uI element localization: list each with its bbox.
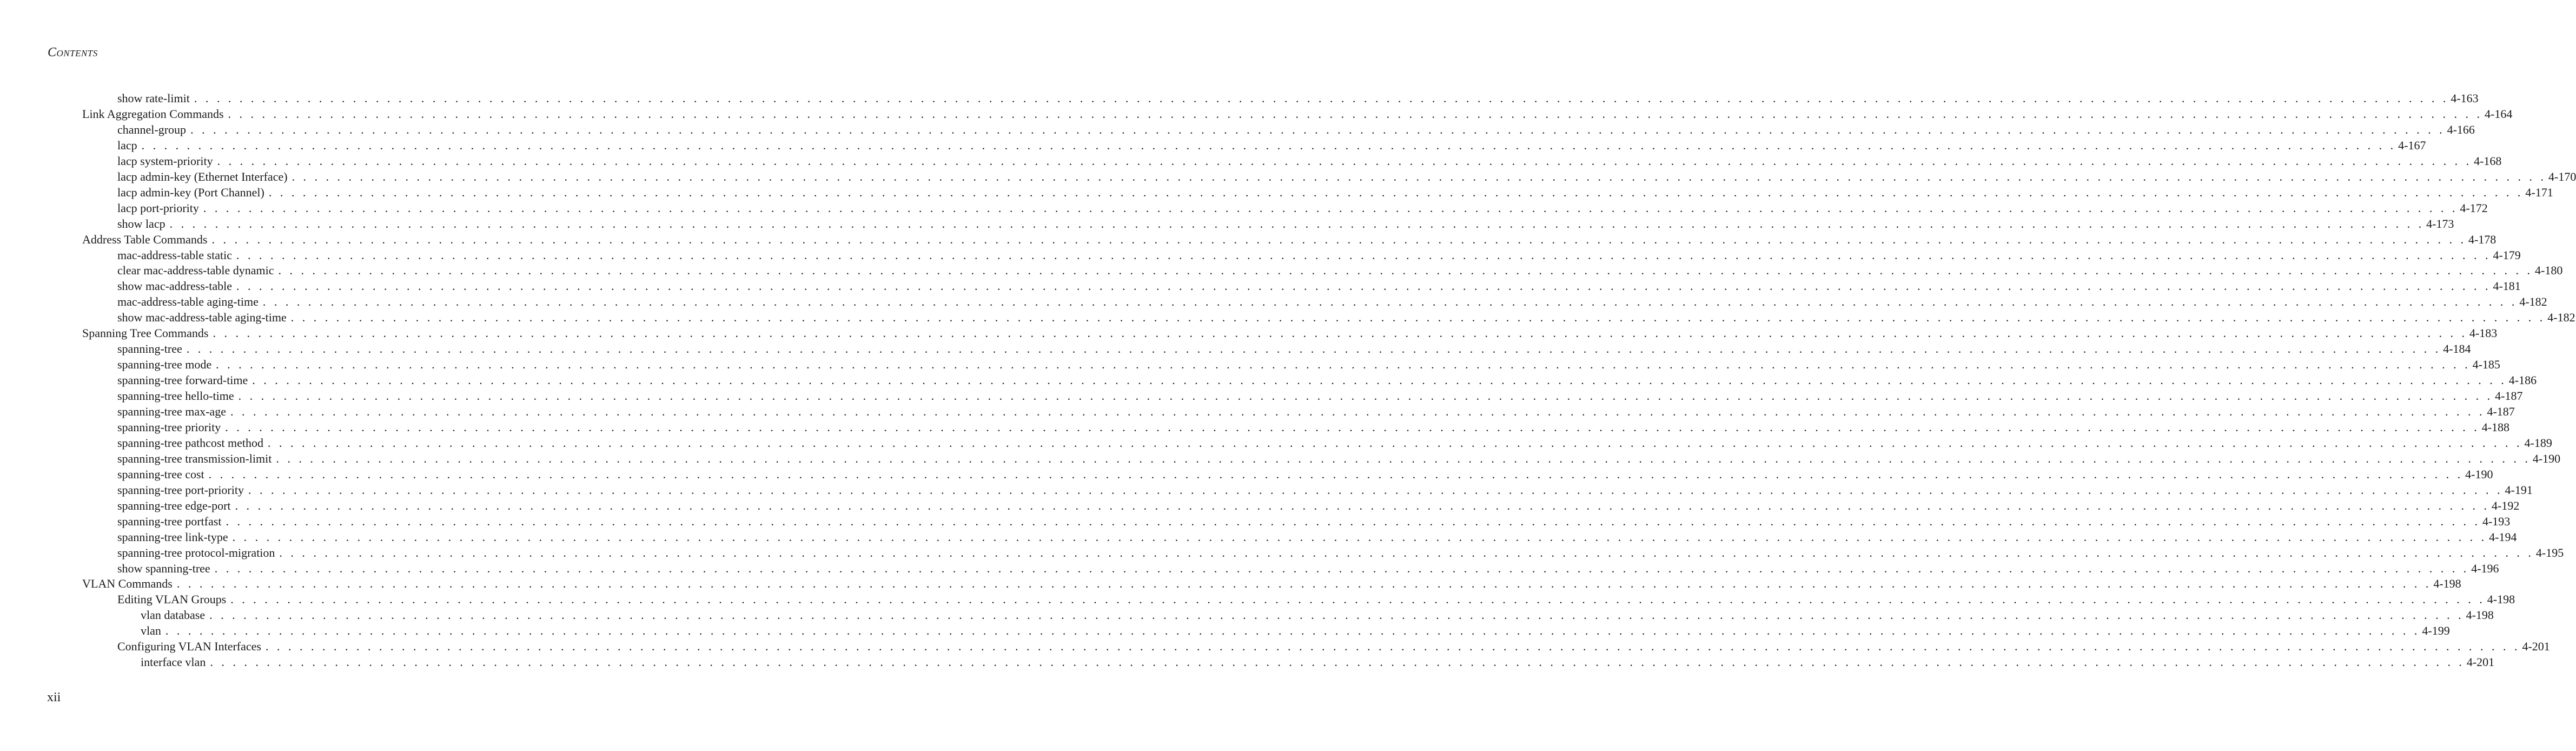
- toc-entry-label: spanning-tree portfast: [117, 514, 222, 528]
- toc-entry-page: 4-185: [2472, 358, 2500, 372]
- dot-leader: . . . . . . . . . . . . . . . . . . . . . . . . . . . . . . . . . . . . . . . . . . . . . . . . . . . . . . . . . . . . . . . . . . . . . . . . . . . . . . . . . . . . . . . . . . . . . . . . . . . . . . . . . . . . . . . . . . . . . . . . . . . . . . . . . . . . . . . . . . . . . . . . . . . . . . . . . . . . . . . . . . . . . . . . . . . . . . . . . . . . . . . . . . . . . . . . . . . . . . .: [252, 373, 2507, 387]
- dot-leader: . . . . . . . . . . . . . . . . . . . . . . . . . . . . . . . . . . . . . . . . . . . . . . . . . . . . . . . . . . . . . . . . . . . . . . . . . . . . . . . . . . . . . . . . . . . . . . . . . . . . . . . . . . . . . . . . . . . . . . . . . . . . . . . . . . . . . . . . . . . . . . . . . . . . . . . . . . . . . . . . . . . . . . . . . . . . . . . . . . . . . . . . . . . . . . . . . . . . . . .: [226, 514, 2480, 528]
- dot-leader: . . . . . . . . . . . . . . . . . . . . . . . . . . . . . . . . . . . . . . . . . . . . . . . . . . . . . . . . . . . . . . . . . . . . . . . . . . . . . . . . . . . . . . . . . . . . . . . . . . . . . . . . . . . . . . . . . . . . . . . . . . . . . . . . . . . . . . . . . . . . . . . . . . . . . . . . . . . . . . . . . . . . . . . . . . . . . . . . . . . . . . . . . . . . . . . . . . . . . . .: [194, 91, 2449, 105]
- toc-entry-page: 4-178: [2468, 232, 2496, 246]
- toc-entry-page: 4-190: [2532, 451, 2561, 465]
- toc-entry-label: interface vlan: [141, 655, 206, 669]
- toc-entry[interactable]: [117, 561, 2499, 576]
- dot-leader: . . . . . . . . . . . . . . . . . . . . . . . . . . . . . . . . . . . . . . . . . . . . . . . . . . . . . . . . . . . . . . . . . . . . . . . . . . . . . . . . . . . . . . . . . . . . . . . . . . . . . . . . . . . . . . . . . . . . . . . . . . . . . . . . . . . . . . . . . . . . . . . . . . . . . . . . . . . . . . . . . . . . . . . . . . . . . . . . . . . . . . . . . . . . . . . . . . . . . . .: [228, 107, 2483, 121]
- toc-entry[interactable]: [117, 498, 2520, 513]
- dot-leader: . . . . . . . . . . . . . . . . . . . . . . . . . . . . . . . . . . . . . . . . . . . . . . . . . . . . . . . . . . . . . . . . . . . . . . . . . . . . . . . . . . . . . . . . . . . . . . . . . . . . . . . . . . . . . . . . . . . . . . . . . . . . . . . . . . . . . . . . . . . . . . . . . . . . . . . . . . . . . . . . . . . . . . . . . . . . . . . . . . . . . . . . . . . . . . . . . . . . . . .: [232, 530, 2487, 544]
- toc-entry[interactable]: [141, 607, 2494, 623]
- toc-entry[interactable]: [117, 309, 2575, 325]
- dot-leader: . . . . . . . . . . . . . . . . . . . . . . . . . . . . . . . . . . . . . . . . . . . . . . . . . . . . . . . . . . . . . . . . . . . . . . . . . . . . . . . . . . . . . . . . . . . . . . . . . . . . . . . . . . . . . . . . . . . . . . . . . . . . . . . . . . . . . . . . . . . . . . . . . . . . . . . . . . . . . . . . . . . . . . . . . . . . . . . . . . . . . . . . . . . . . . . . . . . . . . .: [176, 577, 2432, 591]
- toc-entry[interactable]: [117, 466, 2493, 482]
- toc-entry-label: spanning-tree: [117, 342, 182, 356]
- toc-entry[interactable]: [117, 513, 2511, 529]
- dot-leader: . . . . . . . . . . . . . . . . . . . . . . . . . . . . . . . . . . . . . . . . . . . . . . . . . . . . . . . . . . . . . . . . . . . . . . . . . . . . . . . . . . . . . . . . . . . . . . . . . . . . . . . . . . . . . . . . . . . . . . . . . . . . . . . . . . . . . . . . . . . . . . . . . . . . . . . . . . . . . . . . . . . . . . . . . . . . . . . . . . . . . . . . . . . . . . . . . . . . . . .: [210, 655, 2465, 669]
- toc-entry[interactable]: [141, 654, 2495, 670]
- running-head: Contents: [48, 45, 98, 60]
- dot-leader: . . . . . . . . . . . . . . . . . . . . . . . . . . . . . . . . . . . . . . . . . . . . . . . . . . . . . . . . . . . . . . . . . . . . . . . . . . . . . . . . . . . . . . . . . . . . . . . . . . . . . . . . . . . . . . . . . . . . . . . . . . . . . . . . . . . . . . . . . . . . . . . . . . . . . . . . . . . . . . . . . . . . . . . . . . . . . . . . . . . . . . . . . . . . . . . . . . . . . . .: [279, 545, 2534, 559]
- dot-leader: . . . . . . . . . . . . . . . . . . . . . . . . . . . . . . . . . . . . . . . . . . . . . . . . . . . . . . . . . . . . . . . . . . . . . . . . . . . . . . . . . . . . . . . . . . . . . . . . . . . . . . . . . . . . . . . . . . . . . . . . . . . . . . . . . . . . . . . . . . . . . . . . . . . . . . . . . . . . . . . . . . . . . . . . . . . . . . . . . . . . . . . . . . . . . . . . . . . . . . .: [268, 436, 2522, 450]
- dot-leader: . . . . . . . . . . . . . . . . . . . . . . . . . . . . . . . . . . . . . . . . . . . . . . . . . . . . . . . . . . . . . . . . . . . . . . . . . . . . . . . . . . . . . . . . . . . . . . . . . . . . . . . . . . . . . . . . . . . . . . . . . . . . . . . . . . . . . . . . . . . . . . . . . . . . . . . . . . . . . . . . . . . . . . . . . . . . . . . . . . . . . . . . . . . . . . . . . . . . . . .: [213, 326, 2467, 340]
- toc-entry-label: vlan database: [141, 608, 206, 622]
- toc-entry-page: 4-182: [2519, 295, 2547, 309]
- toc-entry[interactable]: [117, 404, 2515, 419]
- toc-entry-page: 4-201: [2466, 655, 2495, 669]
- toc-entry[interactable]: [117, 638, 2550, 654]
- toc-entry-page: 4-201: [2522, 640, 2550, 654]
- toc-entry-label: vlan: [141, 624, 161, 638]
- toc-entry-page: 4-172: [2460, 201, 2488, 215]
- toc-entry-page: 4-170: [2548, 169, 2576, 183]
- dot-leader: . . . . . . . . . . . . . . . . . . . . . . . . . . . . . . . . . . . . . . . . . . . . . . . . . . . . . . . . . . . . . . . . . . . . . . . . . . . . . . . . . . . . . . . . . . . . . . . . . . . . . . . . . . . . . . . . . . . . . . . . . . . . . . . . . . . . . . . . . . . . . . . . . . . . . . . . . . . . . . . . . . . . . . . . . . . . . . . . . . . . . . . . . . . . . . . . . . . . . . .: [165, 624, 2420, 638]
- dot-leader: . . . . . . . . . . . . . . . . . . . . . . . . . . . . . . . . . . . . . . . . . . . . . . . . . . . . . . . . . . . . . . . . . . . . . . . . . . . . . . . . . . . . . . . . . . . . . . . . . . . . . . . . . . . . . . . . . . . . . . . . . . . . . . . . . . . . . . . . . . . . . . . . . . . . . . . . . . . . . . . . . . . . . . . . . . . . . . . . . . . . . . . . . . . . . . . . . . . . . . .: [169, 216, 2425, 230]
- toc-entry-label: spanning-tree pathcost method: [117, 436, 264, 450]
- toc-entry-page: 4-184: [2443, 342, 2471, 356]
- dot-leader: . . . . . . . . . . . . . . . . . . . . . . . . . . . . . . . . . . . . . . . . . . . . . . . . . . . . . . . . . . . . . . . . . . . . . . . . . . . . . . . . . . . . . . . . . . . . . . . . . . . . . . . . . . . . . . . . . . . . . . . . . . . . . . . . . . . . . . . . . . . . . . . . . . . . . . . . . . . . . . . . . . . . . . . . . . . . . . . . . . . . . . . . . . . . . . . . . . . . . . .: [209, 608, 2464, 622]
- toc-entry-page: 4-194: [2489, 530, 2517, 544]
- toc-entry[interactable]: [117, 294, 2547, 309]
- toc-entry[interactable]: [117, 419, 2510, 435]
- dot-leader: . . . . . . . . . . . . . . . . . . . . . . . . . . . . . . . . . . . . . . . . . . . . . . . . . . . . . . . . . . . . . . . . . . . . . . . . . . . . . . . . . . . . . . . . . . . . . . . . . . . . . . . . . . . . . . . . . . . . . . . . . . . . . . . . . . . . . . . . . . . . . . . . . . . . . . . . . . . . . . . . . . . . . . . . . . . . . . . . . . . . . . . . . . . . . . . . . . . . . . .: [292, 169, 2547, 183]
- toc-entry-page: 4-193: [2482, 514, 2511, 528]
- toc-entry-page: 4-192: [2492, 498, 2520, 512]
- toc-entry-page: 4-198: [2466, 608, 2494, 622]
- toc-entry-page: 4-187: [2487, 405, 2515, 418]
- dot-leader: . . . . . . . . . . . . . . . . . . . . . . . . . . . . . . . . . . . . . . . . . . . . . . . . . . . . . . . . . . . . . . . . . . . . . . . . . . . . . . . . . . . . . . . . . . . . . . . . . . . . . . . . . . . . . . . . . . . . . . . . . . . . . . . . . . . . . . . . . . . . . . . . . . . . . . . . . . . . . . . . . . . . . . . . . . . . . . . . . . . . . . . . . . . . . . . . . . . . . . .: [208, 467, 2464, 481]
- toc-entry[interactable]: [82, 232, 2496, 247]
- toc-entry-label: VLAN Commands: [82, 577, 173, 591]
- toc-entry[interactable]: [82, 325, 2498, 341]
- toc-entry-label: lacp admin-key (Port Channel): [117, 185, 264, 199]
- dot-leader: . . . . . . . . . . . . . . . . . . . . . . . . . . . . . . . . . . . . . . . . . . . . . . . . . . . . . . . . . . . . . . . . . . . . . . . . . . . . . . . . . . . . . . . . . . . . . . . . . . . . . . . . . . . . . . . . . . . . . . . . . . . . . . . . . . . . . . . . . . . . . . . . . . . . . . . . . . . . . . . . . . . . . . . . . . . . . . . . . . . . . . . . . . . . . . . . . . . . . . .: [262, 295, 2518, 309]
- toc-entry-label: Address Table Commands: [82, 232, 208, 246]
- toc-entry-page: 4-171: [2525, 185, 2553, 199]
- toc-entry-label: Configuring VLAN Interfaces: [117, 640, 261, 654]
- toc-entry-label: spanning-tree port-priority: [117, 483, 244, 497]
- toc-entry[interactable]: [117, 200, 2488, 216]
- toc-entry[interactable]: [117, 137, 2426, 153]
- toc-entry[interactable]: [117, 529, 2517, 545]
- toc-entry-label: show rate-limit: [117, 91, 190, 105]
- toc-entry-label: show mac-address-table: [117, 279, 232, 293]
- toc-entry-page: 4-188: [2481, 420, 2510, 434]
- toc-entry-page: 4-183: [2469, 326, 2498, 340]
- toc-entry-label: spanning-tree priority: [117, 420, 221, 434]
- toc-entry[interactable]: [117, 169, 2576, 185]
- toc-entry[interactable]: [117, 545, 2564, 561]
- dot-leader: . . . . . . . . . . . . . . . . . . . . . . . . . . . . . . . . . . . . . . . . . . . . . . . . . . . . . . . . . . . . . . . . . . . . . . . . . . . . . . . . . . . . . . . . . . . . . . . . . . . . . . . . . . . . . . . . . . . . . . . . . . . . . . . . . . . . . . . . . . . . . . . . . . . . . . . . . . . . . . . . . . . . . . . . . . . . . . . . . . . . . . . . . . . . . . . . . . . . . . .: [276, 451, 2531, 465]
- toc-entry[interactable]: [82, 106, 2513, 122]
- toc-entry-page: 4-167: [2398, 138, 2426, 152]
- dot-leader: . . . . . . . . . . . . . . . . . . . . . . . . . . . . . . . . . . . . . . . . . . . . . . . . . . . . . . . . . . . . . . . . . . . . . . . . . . . . . . . . . . . . . . . . . . . . . . . . . . . . . . . . . . . . . . . . . . . . . . . . . . . . . . . . . . . . . . . . . . . . . . . . . . . . . . . . . . . . . . . . . . . . . . . . . . . . . . . . . . . . . . . . . . . . . . . . . . . . . . .: [186, 342, 2441, 356]
- toc-entry[interactable]: [117, 153, 2502, 169]
- toc-entry-label: Editing VLAN Groups: [117, 592, 227, 607]
- dot-leader: . . . . . . . . . . . . . . . . . . . . . . . . . . . . . . . . . . . . . . . . . . . . . . . . . . . . . . . . . . . . . . . . . . . . . . . . . . . . . . . . . . . . . . . . . . . . . . . . . . . . . . . . . . . . . . . . . . . . . . . . . . . . . . . . . . . . . . . . . . . . . . . . . . . . . . . . . . . . . . . . . . . . . . . . . . . . . . . . . . . . . . . . . . . . . . . . . . . . . . .: [238, 389, 2493, 403]
- toc-entry-label: show lacp: [117, 216, 165, 230]
- toc-entry-page: 4-198: [2433, 577, 2461, 591]
- toc-entry-label: Spanning Tree Commands: [82, 326, 209, 340]
- toc-entry-page: 4-189: [2524, 436, 2552, 450]
- toc-entry-label: mac-address-table aging-time: [117, 295, 259, 309]
- toc-entry-label: show mac-address-table aging-time: [117, 311, 287, 325]
- dot-leader: . . . . . . . . . . . . . . . . . . . . . . . . . . . . . . . . . . . . . . . . . . . . . . . . . . . . . . . . . . . . . . . . . . . . . . . . . . . . . . . . . . . . . . . . . . . . . . . . . . . . . . . . . . . . . . . . . . . . . . . . . . . . . . . . . . . . . . . . . . . . . . . . . . . . . . . . . . . . . . . . . . . . . . . . . . . . . . . . . . . . . . . . . . . . . . . . . . . . . . .: [141, 138, 2396, 152]
- toc-entry[interactable]: [117, 451, 2561, 466]
- toc-entry-page: 4-166: [2447, 122, 2475, 136]
- toc-entry-label: lacp admin-key (Ethernet Interface): [117, 169, 288, 183]
- toc-entry-label: spanning-tree link-type: [117, 530, 228, 544]
- toc-entry-page: 4-163: [2451, 91, 2479, 105]
- toc-entry[interactable]: [117, 90, 2479, 106]
- toc-entry[interactable]: [117, 357, 2500, 372]
- toc-entry-page: 4-168: [2474, 154, 2502, 168]
- toc-entry-label: spanning-tree forward-time: [117, 373, 248, 387]
- toc-entry-label: channel-group: [117, 122, 187, 136]
- dot-leader: . . . . . . . . . . . . . . . . . . . . . . . . . . . . . . . . . . . . . . . . . . . . . . . . . . . . . . . . . . . . . . . . . . . . . . . . . . . . . . . . . . . . . . . . . . . . . . . . . . . . . . . . . . . . . . . . . . . . . . . . . . . . . . . . . . . . . . . . . . . . . . . . . . . . . . . . . . . . . . . . . . . . . . . . . . . . . . . . . . . . . . . . . . . . . . . . . . . . . . .: [248, 483, 2503, 497]
- toc-entry-page: 4-186: [2508, 373, 2537, 387]
- toc-entry-page: 4-182: [2547, 311, 2575, 325]
- dot-leader: . . . . . . . . . . . . . . . . . . . . . . . . . . . . . . . . . . . . . . . . . . . . . . . . . . . . . . . . . . . . . . . . . . . . . . . . . . . . . . . . . . . . . . . . . . . . . . . . . . . . . . . . . . . . . . . . . . . . . . . . . . . . . . . . . . . . . . . . . . . . . . . . . . . . . . . . . . . . . . . . . . . . . . . . . . . . . . . . . . . . . . . . . . . . . . . . . . . . . . .: [235, 498, 2490, 512]
- dot-leader: . . . . . . . . . . . . . . . . . . . . . . . . . . . . . . . . . . . . . . . . . . . . . . . . . . . . . . . . . . . . . . . . . . . . . . . . . . . . . . . . . . . . . . . . . . . . . . . . . . . . . . . . . . . . . . . . . . . . . . . . . . . . . . . . . . . . . . . . . . . . . . . . . . . . . . . . . . . . . . . . . . . . . . . . . . . . . . . . . . . . . . . . . . . . . . . . . . . . . . .: [217, 154, 2472, 168]
- toc-entry[interactable]: [117, 435, 2552, 451]
- toc-entry[interactable]: [117, 388, 2523, 404]
- toc-entry-label: spanning-tree max-age: [117, 405, 226, 418]
- toc-entry-label: spanning-tree transmission-limit: [117, 451, 272, 465]
- toc-entry[interactable]: [117, 185, 2553, 200]
- dot-leader: . . . . . . . . . . . . . . . . . . . . . . . . . . . . . . . . . . . . . . . . . . . . . . . . . . . . . . . . . . . . . . . . . . . . . . . . . . . . . . . . . . . . . . . . . . . . . . . . . . . . . . . . . . . . . . . . . . . . . . . . . . . . . . . . . . . . . . . . . . . . . . . . . . . . . . . . . . . . . . . . . . . . . . . . . . . . . . . . . . . . . . . . . . . . . . . . . . . . . . .: [268, 185, 2524, 199]
- page-number: xii: [47, 690, 61, 704]
- dot-leader: . . . . . . . . . . . . . . . . . . . . . . . . . . . . . . . . . . . . . . . . . . . . . . . . . . . . . . . . . . . . . . . . . . . . . . . . . . . . . . . . . . . . . . . . . . . . . . . . . . . . . . . . . . . . . . . . . . . . . . . . . . . . . . . . . . . . . . . . . . . . . . . . . . . . . . . . . . . . . . . . . . . . . . . . . . . . . . . . . . . . . . . . . . . . . . . . . . . . . . .: [225, 420, 2480, 434]
- dot-leader: . . . . . . . . . . . . . . . . . . . . . . . . . . . . . . . . . . . . . . . . . . . . . . . . . . . . . . . . . . . . . . . . . . . . . . . . . . . . . . . . . . . . . . . . . . . . . . . . . . . . . . . . . . . . . . . . . . . . . . . . . . . . . . . . . . . . . . . . . . . . . . . . . . . . . . . . . . . . . . . . . . . . . . . . . . . . . . . . . . . . . . . . . . . . . . . . . . . . . . .: [214, 561, 2469, 575]
- toc-entry-page: 4-195: [2535, 545, 2564, 559]
- dot-leader: . . . . . . . . . . . . . . . . . . . . . . . . . . . . . . . . . . . . . . . . . . . . . . . . . . . . . . . . . . . . . . . . . . . . . . . . . . . . . . . . . . . . . . . . . . . . . . . . . . . . . . . . . . . . . . . . . . . . . . . . . . . . . . . . . . . . . . . . . . . . . . . . . . . . . . . . . . . . . . . . . . . . . . . . . . . . . . . . . . . . . . . . . . . . . . . . . . . . . . .: [236, 279, 2491, 293]
- toc-entry[interactable]: [117, 591, 2515, 607]
- dot-leader: . . . . . . . . . . . . . . . . . . . . . . . . . . . . . . . . . . . . . . . . . . . . . . . . . . . . . . . . . . . . . . . . . . . . . . . . . . . . . . . . . . . . . . . . . . . . . . . . . . . . . . . . . . . . . . . . . . . . . . . . . . . . . . . . . . . . . . . . . . . . . . . . . . . . . . . . . . . . . . . . . . . . . . . . . . . . . . . . . . . . . . . . . . . . . . . . . . . . . . .: [236, 248, 2491, 262]
- toc-entry-label: mac-address-table static: [117, 248, 232, 262]
- toc-entry-label: Link Aggregation Commands: [82, 107, 224, 121]
- toc-entry[interactable]: [82, 576, 2461, 591]
- toc-entry-page: 4-187: [2495, 389, 2523, 403]
- toc-entry[interactable]: [117, 247, 2521, 263]
- toc-entry-label: show spanning-tree: [117, 561, 210, 575]
- toc-entry-page: 4-198: [2487, 592, 2515, 607]
- dot-leader: . . . . . . . . . . . . . . . . . . . . . . . . . . . . . . . . . . . . . . . . . . . . . . . . . . . . . . . . . . . . . . . . . . . . . . . . . . . . . . . . . . . . . . . . . . . . . . . . . . . . . . . . . . . . . . . . . . . . . . . . . . . . . . . . . . . . . . . . . . . . . . . . . . . . . . . . . . . . . . . . . . . . . . . . . . . . . . . . . . . . . . . . . . . . . . . . . . . . . . .: [216, 358, 2471, 372]
- toc-entry-page: 4-199: [2422, 624, 2450, 638]
- toc-entry-page: 4-181: [2493, 279, 2521, 293]
- toc-entry-label: lacp port-priority: [117, 201, 199, 215]
- toc-entry[interactable]: [141, 623, 2450, 638]
- dot-leader: . . . . . . . . . . . . . . . . . . . . . . . . . . . . . . . . . . . . . . . . . . . . . . . . . . . . . . . . . . . . . . . . . . . . . . . . . . . . . . . . . . . . . . . . . . . . . . . . . . . . . . . . . . . . . . . . . . . . . . . . . . . . . . . . . . . . . . . . . . . . . . . . . . . . . . . . . . . . . . . . . . . . . . . . . . . . . . . . . . . . . . . . . . . . . . . . . . . . . . .: [265, 640, 2520, 654]
- toc-entry-label: spanning-tree edge-port: [117, 498, 231, 512]
- toc-entry-label: spanning-tree cost: [117, 467, 204, 481]
- dot-leader: . . . . . . . . . . . . . . . . . . . . . . . . . . . . . . . . . . . . . . . . . . . . . . . . . . . . . . . . . . . . . . . . . . . . . . . . . . . . . . . . . . . . . . . . . . . . . . . . . . . . . . . . . . . . . . . . . . . . . . . . . . . . . . . . . . . . . . . . . . . . . . . . . . . . . . . . . . . . . . . . . . . . . . . . . . . . . . . . . . . . . . . . . . . . . . . . . . . . . . .: [211, 232, 2466, 246]
- toc-entry-label: lacp system-priority: [117, 154, 213, 168]
- dot-leader: . . . . . . . . . . . . . . . . . . . . . . . . . . . . . . . . . . . . . . . . . . . . . . . . . . . . . . . . . . . . . . . . . . . . . . . . . . . . . . . . . . . . . . . . . . . . . . . . . . . . . . . . . . . . . . . . . . . . . . . . . . . . . . . . . . . . . . . . . . . . . . . . . . . . . . . . . . . . . . . . . . . . . . . . . . . . . . . . . . . . . . . . . . . . . . . . . . . . . . .: [190, 122, 2445, 136]
- toc-entry-label: clear mac-address-table dynamic: [117, 263, 274, 278]
- toc-entry-page: 4-196: [2471, 561, 2499, 575]
- dot-leader: . . . . . . . . . . . . . . . . . . . . . . . . . . . . . . . . . . . . . . . . . . . . . . . . . . . . . . . . . . . . . . . . . . . . . . . . . . . . . . . . . . . . . . . . . . . . . . . . . . . . . . . . . . . . . . . . . . . . . . . . . . . . . . . . . . . . . . . . . . . . . . . . . . . . . . . . . . . . . . . . . . . . . . . . . . . . . . . . . . . . . . . . . . . . . . . . . . . . . . .: [230, 592, 2485, 607]
- toc-entry-page: 4-173: [2426, 216, 2454, 230]
- toc-entry[interactable]: [117, 482, 2533, 498]
- toc-entry[interactable]: [117, 122, 2475, 137]
- toc-entry-label: spanning-tree hello-time: [117, 389, 234, 403]
- dot-leader: . . . . . . . . . . . . . . . . . . . . . . . . . . . . . . . . . . . . . . . . . . . . . . . . . . . . . . . . . . . . . . . . . . . . . . . . . . . . . . . . . . . . . . . . . . . . . . . . . . . . . . . . . . . . . . . . . . . . . . . . . . . . . . . . . . . . . . . . . . . . . . . . . . . . . . . . . . . . . . . . . . . . . . . . . . . . . . . . . . . . . . . . . . . . . . . . . . . . . . .: [290, 311, 2546, 325]
- toc-entry-label: lacp: [117, 138, 137, 152]
- toc-entry[interactable]: [117, 278, 2521, 294]
- toc-entry[interactable]: [117, 216, 2454, 232]
- toc-entry[interactable]: [117, 341, 2471, 357]
- toc-entry[interactable]: [117, 262, 2563, 278]
- toc-entry-label: spanning-tree protocol-migration: [117, 545, 275, 559]
- toc-entry-page: 4-179: [2493, 248, 2521, 262]
- toc-entry-page: 4-191: [2505, 483, 2533, 497]
- toc-entry-page: 4-164: [2485, 107, 2513, 121]
- toc-entry-page: 4-180: [2535, 263, 2563, 278]
- dot-leader: . . . . . . . . . . . . . . . . . . . . . . . . . . . . . . . . . . . . . . . . . . . . . . . . . . . . . . . . . . . . . . . . . . . . . . . . . . . . . . . . . . . . . . . . . . . . . . . . . . . . . . . . . . . . . . . . . . . . . . . . . . . . . . . . . . . . . . . . . . . . . . . . . . . . . . . . . . . . . . . . . . . . . . . . . . . . . . . . . . . . . . . . . . . . . . . . . . . . . . .: [230, 405, 2485, 418]
- dot-leader: . . . . . . . . . . . . . . . . . . . . . . . . . . . . . . . . . . . . . . . . . . . . . . . . . . . . . . . . . . . . . . . . . . . . . . . . . . . . . . . . . . . . . . . . . . . . . . . . . . . . . . . . . . . . . . . . . . . . . . . . . . . . . . . . . . . . . . . . . . . . . . . . . . . . . . . . . . . . . . . . . . . . . . . . . . . . . . . . . . . . . . . . . . . . . . . . . . . . . . .: [278, 263, 2533, 278]
- toc-entry-label: spanning-tree mode: [117, 358, 212, 372]
- toc-entry-page: 4-190: [2465, 467, 2493, 481]
- dot-leader: . . . . . . . . . . . . . . . . . . . . . . . . . . . . . . . . . . . . . . . . . . . . . . . . . . . . . . . . . . . . . . . . . . . . . . . . . . . . . . . . . . . . . . . . . . . . . . . . . . . . . . . . . . . . . . . . . . . . . . . . . . . . . . . . . . . . . . . . . . . . . . . . . . . . . . . . . . . . . . . . . . . . . . . . . . . . . . . . . . . . . . . . . . . . . . . . . . . . . . .: [203, 201, 2458, 215]
- toc-entry[interactable]: [117, 372, 2537, 388]
